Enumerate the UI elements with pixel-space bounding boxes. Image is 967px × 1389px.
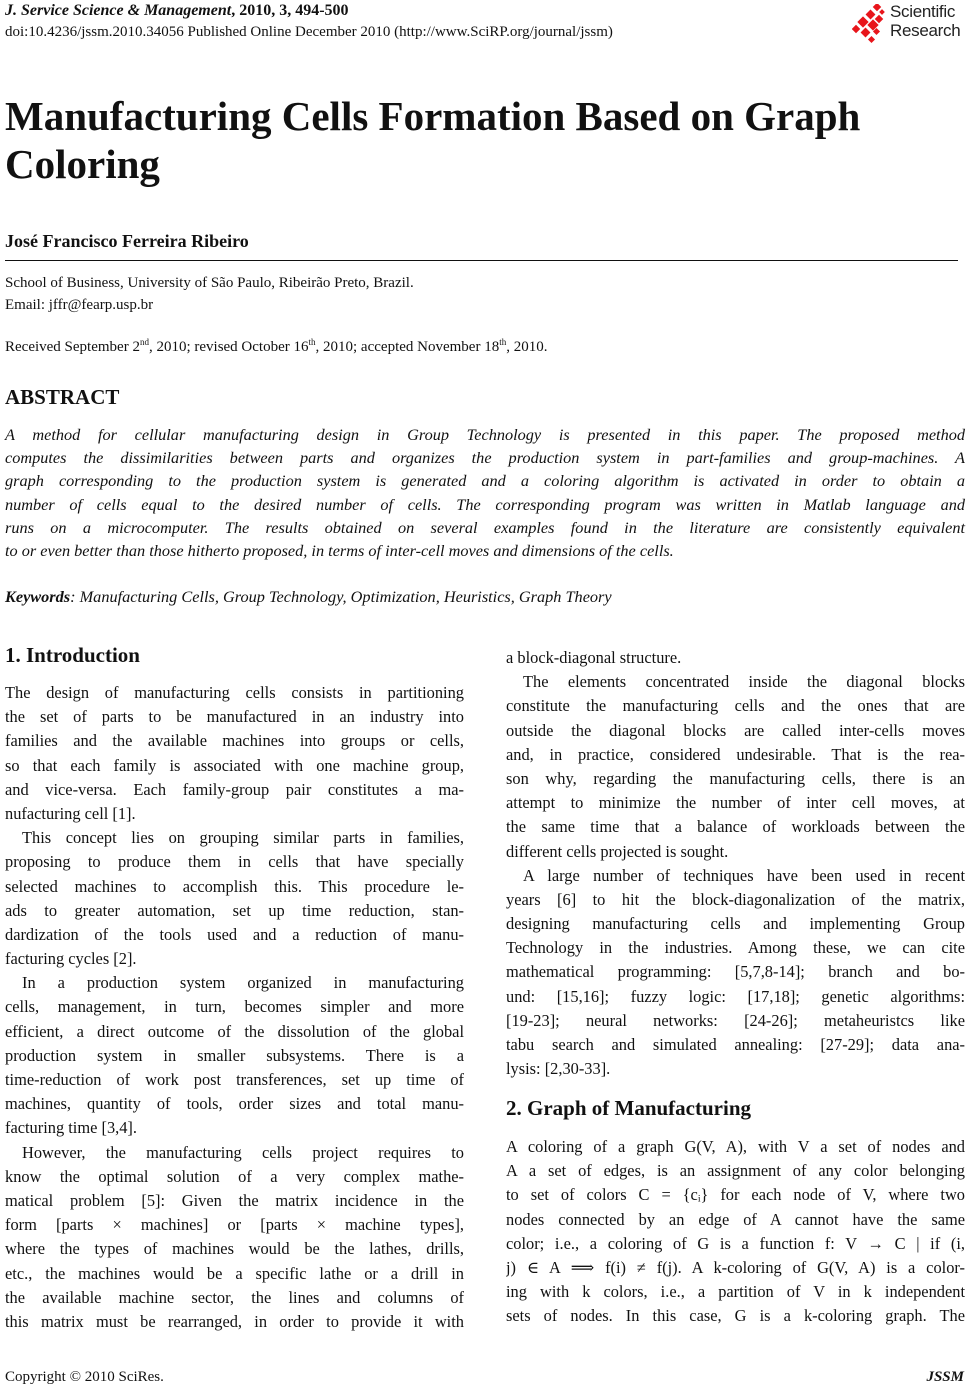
- text-line: form [parts × machines] or [parts × machine types],: [5, 1215, 464, 1235]
- text-line: outside the diagonal blocks are called inter-cells moves: [506, 720, 965, 740]
- text-line: know the optimal solution of a very complex mathe-: [5, 1166, 464, 1186]
- text-line: different cells projected is sought.: [506, 841, 729, 861]
- text-line: Technology in the industries. Among these, we can cite: [506, 938, 965, 958]
- text-line: a block-diagonal structure.: [506, 648, 682, 667]
- text-line: lysis: [2,30-33].: [506, 1059, 611, 1079]
- diamond-cluster-logo-icon: [852, 4, 888, 44]
- text-line: the same time that a balance of workloads between the: [506, 817, 965, 837]
- paper-title: [5, 92, 955, 188]
- left-column-body: [5, 681, 464, 1334]
- accepted-text: , 2010; accepted November 18: [315, 339, 500, 355]
- text-line: In a production system organized in manufacturing: [22, 973, 464, 993]
- keywords-label: Keywords: [5, 587, 71, 606]
- received-dates: [5, 337, 547, 356]
- text-line: color; i.e., a coloring of G is a function f: V → C | if (i,: [506, 1233, 965, 1253]
- text-line: und: [15,16]; fuzzy logic: [17,18]; genetic algorithms:: [506, 986, 965, 1006]
- title-line-1: Manufacturing Cells Formation Based on Graph: [5, 93, 861, 139]
- affiliation: School of Business, University of São Paulo, Ribeirão Preto, Brazil.: [5, 275, 414, 291]
- section-heading-graph: 2. Graph of Manufacturing: [506, 1096, 752, 1120]
- text-line: ads to greater automation, set up time reduction, stan-: [5, 900, 464, 920]
- text-line: years [6] to hit the block-diagonalization of the matrix,: [506, 889, 965, 909]
- affiliation-block: [5, 272, 414, 316]
- accepted-sup: th: [499, 337, 507, 347]
- text-line: [19-23]; neural networks: [24-26]; metaheuristcs like: [506, 1010, 965, 1030]
- text-line: dardization of the tools used and a reduction of manu-: [5, 924, 464, 944]
- publisher-logo: [852, 2, 967, 44]
- doi-line: doi:10.4236/jssm.2010.34056 Published Online December 2010 (http://www.SciRP.org/journal/jssm): [5, 24, 613, 40]
- text-line: A coloring of a graph G(V, A), with V a set of nodes and: [506, 1137, 965, 1156]
- journal-volume-pages: , 2010, 3, 494-500: [231, 2, 349, 19]
- abstract-body: [5, 423, 965, 562]
- right-column-body-b: [506, 1135, 965, 1329]
- abstract-line: to or even better than those hitherto proposed, in terms of inter-cell moves and dimensions of the cells.: [5, 541, 674, 561]
- text-line: the available machine sector, the lines and columns of: [5, 1287, 464, 1307]
- text-line: proposing to produce them in cells that have specially: [5, 852, 464, 872]
- text-line: j) ∈ A ⟹ f(i) ≠ f(j). A k-coloring of G(V, A) is a color-: [506, 1257, 965, 1277]
- text-line: facturing time [3,4].: [5, 1118, 137, 1138]
- received-sup: nd: [139, 337, 149, 347]
- logo-line-2: Research: [890, 21, 961, 40]
- text-line: This concept lies on grouping similar parts in families,: [22, 828, 464, 848]
- abstract-line: graph corresponding to the production system is generated and a coloring algorithm is activated in order to obtain a: [5, 471, 965, 491]
- text-line: etc., the machines would be a specific lathe or a drill in: [5, 1263, 464, 1283]
- text-line: son why, regarding the manufacturing cells, there is an: [506, 768, 965, 788]
- journal-name: J. Service Science & Management: [5, 2, 232, 19]
- keywords-list: : Manufacturing Cells, Group Technology, Optimization, Heuristics, Graph Theory: [70, 587, 612, 606]
- text-line: this matrix must be rearranged, in order to provide it with: [5, 1311, 464, 1331]
- right-column-body-a: [506, 646, 965, 1081]
- text-line: efficient, a direct outcome of the dissolution of the global: [5, 1021, 464, 1041]
- text-line: to set of colors C = {cᵢ} for each node of V, where two: [506, 1185, 965, 1205]
- text-line: tabu search and simulated annealing: [27-29]; data ana-: [506, 1035, 965, 1054]
- text-line: cells, management, in turn, becomes simpler and more: [5, 997, 464, 1017]
- revised-sup: th: [308, 337, 316, 347]
- text-line: selected machines to accomplish this. This procedure le-: [5, 876, 464, 896]
- text-line: ing with k colors, i.e., a partition of V in k independent: [506, 1282, 965, 1302]
- keywords: [5, 587, 612, 607]
- text-line: so that each family is associated with one machine group,: [5, 755, 464, 775]
- abstract-line: number of cells equal to the desired number of cells. The corresponding program was written in Matlab language and: [5, 494, 965, 514]
- text-line: The elements concentrated inside the diagonal blocks: [523, 672, 965, 692]
- text-line: attempt to minimize the number of inter cell moves, at: [506, 793, 965, 813]
- text-line: However, the manufacturing cells project requires to: [22, 1142, 464, 1162]
- revised-text: , 2010; revised October 16: [148, 339, 309, 355]
- text-line: production system in smaller subsystems. There is a: [5, 1045, 464, 1065]
- abstract-line: computes the dissimilarities between parts and organizes the production system in part-families and group-machines. A: [5, 448, 965, 468]
- text-line: nodes connected by an edge of A cannot have the same: [506, 1209, 965, 1229]
- text-line: and vice-versa. Each family-group pair constitutes a ma-: [5, 779, 464, 799]
- title-line-2: Coloring: [5, 141, 160, 187]
- text-line: the set of parts to be manufactured in an industry into: [5, 707, 464, 727]
- email[interactable]: Email: jffr@fearp.usp.br: [5, 297, 154, 313]
- text-line: mathematical programming: [5,7,8-14]; branch and bo-: [506, 962, 965, 982]
- author-divider: [5, 260, 958, 261]
- year-text: , 2010.: [506, 339, 548, 355]
- text-line: A large number of techniques have been used in recent: [523, 865, 965, 885]
- section-heading-introduction: 1. Introduction: [5, 643, 140, 667]
- text-line: where the types of machines would be the lathes, drills,: [5, 1239, 464, 1259]
- text-line: machines, quantity of tools, order sizes and total manu-: [5, 1094, 464, 1114]
- text-line: constitute the manufacturing cells and the ones that are: [506, 696, 965, 716]
- logo-line-1: Scientific: [890, 2, 956, 21]
- logo-text: [890, 2, 960, 40]
- journal-citation: [5, 2, 349, 20]
- copyright: Copyright © 2010 SciRes.: [5, 1369, 164, 1385]
- abstract-line: A method for cellular manufacturing design in Group Technology is presented in this paper. The proposed method: [5, 425, 965, 444]
- text-line: nufacturing cell [1].: [5, 803, 136, 823]
- text-line: families and the available machines into groups or cells,: [5, 731, 464, 751]
- abstract-line: runs on a microcomputer. The results obtained on several examples found in the literature are consistently equivalent: [5, 517, 965, 537]
- received-text: Received September 2: [5, 339, 140, 355]
- text-line: matical problem [5]: Given the matrix incidence in the: [5, 1190, 464, 1210]
- text-line: A a set of edges, is an assignment of any color belonging: [506, 1161, 965, 1181]
- abstract-heading: ABSTRACT: [5, 385, 120, 409]
- text-line: time-reduction of work post transferences, set up time of: [5, 1070, 464, 1089]
- author-name: José Francisco Ferreira Ribeiro: [5, 231, 249, 251]
- text-line: The design of manufacturing cells consists in partitioning: [5, 683, 464, 702]
- text-line: designing manufacturing cells and implementing Group: [506, 914, 965, 934]
- text-line: sets of nodes. In this case, G is a k-coloring graph. The: [506, 1306, 965, 1326]
- text-line: and, in practice, considered undesirable. That is the rea-: [506, 744, 965, 764]
- text-line: facturing cycles [2].: [5, 949, 137, 969]
- journal-abbrev: JSSM: [926, 1369, 964, 1385]
